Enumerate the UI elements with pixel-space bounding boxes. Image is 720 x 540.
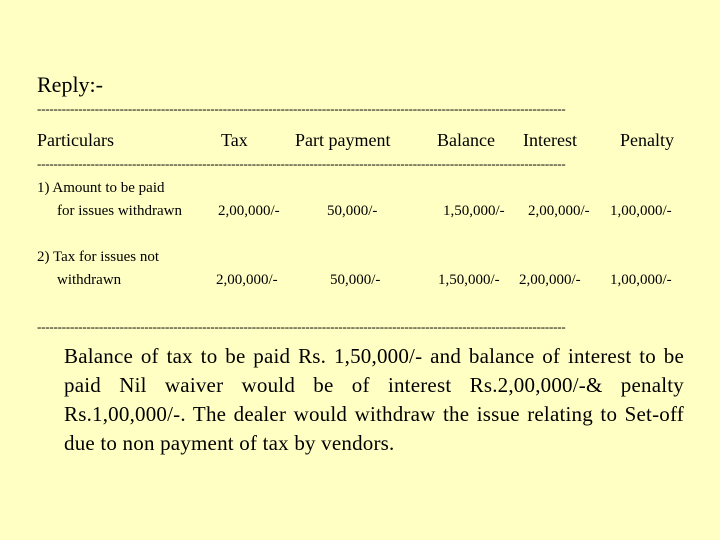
summary-paragraph: Balance of tax to be paid Rs. 1,50,000/- and balance of interest to be paid Nil waiver would be of interest Rs.2,00,000/-& penalty Rs.1,00,000/-. The dealer would withdraw the issue relating to Set-off due to non payment of tax by vendors. — [64, 344, 684, 455]
header-penalty: Penalty — [620, 130, 674, 150]
table-row-2-penalty: 1,00,000/- — [610, 272, 672, 288]
table-row-1-tax: 2,00,000/- — [218, 203, 280, 219]
table-row-2-tax: 2,00,000/- — [216, 272, 278, 288]
table-row-2-particulars-line2: withdrawn — [57, 272, 122, 288]
table-row-1-particulars-line2: for issues withdrawn — [57, 203, 182, 219]
divider-header: -------------------------------------------------------------------------------------------------------------------------------- — [37, 157, 566, 170]
table-row-1-particulars-line1: 1) Amount to be paid — [37, 180, 165, 196]
header-interest: Interest — [523, 130, 577, 150]
table-row-1-penalty: 1,00,000/- — [610, 203, 672, 219]
divider-bottom: -------------------------------------------------------------------------------------------------------------------------------- — [37, 320, 566, 333]
reply-heading: Reply:- — [37, 72, 103, 97]
header-balance: Balance — [437, 130, 495, 150]
table-row-2-balance: 1,50,000/- — [438, 272, 500, 288]
header-part-payment: Part payment — [295, 130, 391, 150]
table-row-1-part-payment: 50,000/- — [327, 203, 378, 219]
divider-top: -------------------------------------------------------------------------------------------------------------------------------- — [37, 102, 566, 115]
header-particulars: Particulars — [37, 130, 114, 150]
table-row-1-balance: 1,50,000/- — [443, 203, 505, 219]
table-row-2-part-payment: 50,000/- — [330, 272, 381, 288]
header-tax: Tax — [221, 130, 248, 150]
table-row-2-interest: 2,00,000/- — [519, 272, 581, 288]
table-row-1-interest: 2,00,000/- — [528, 203, 590, 219]
table-row-2-particulars-line1: 2) Tax for issues not — [37, 249, 159, 265]
